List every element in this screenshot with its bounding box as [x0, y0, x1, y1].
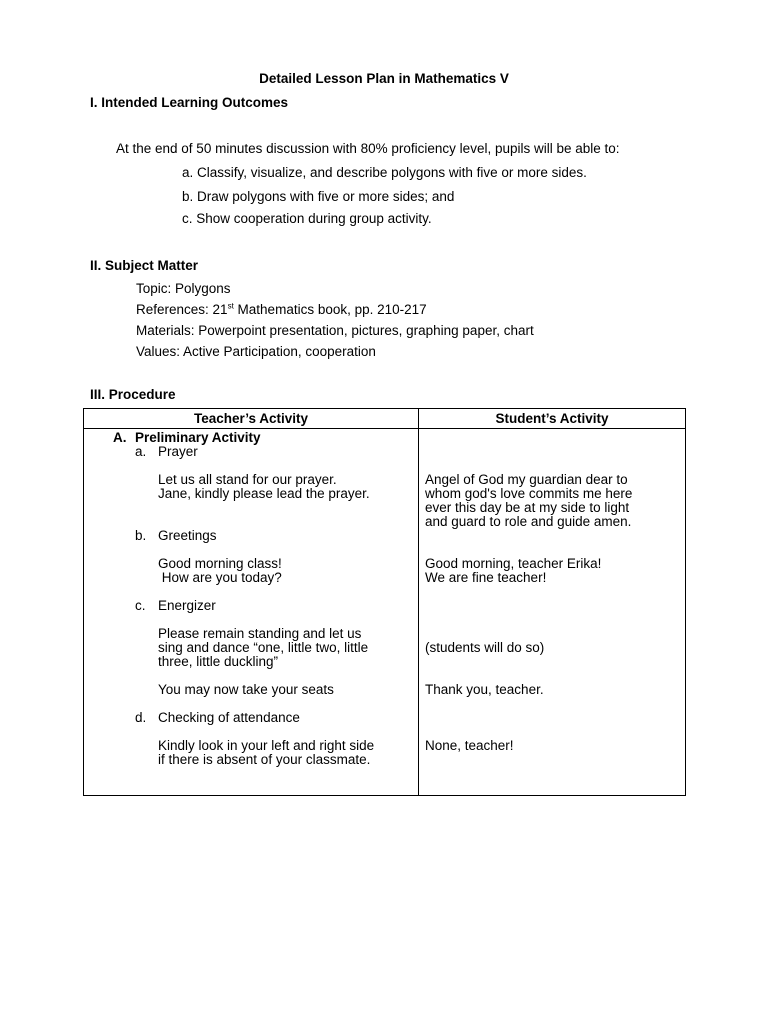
- energizer-teacher-line: Please remain standing and let us: [158, 626, 362, 641]
- attendance-marker: d.: [135, 710, 147, 725]
- references-prefix: References: 21: [136, 302, 228, 317]
- prayer-marker: a.: [135, 444, 147, 459]
- prayer-student-line: Angel of God my guardian dear to: [425, 472, 628, 487]
- subject-values: Values: Active Participation, cooperation: [136, 344, 376, 359]
- seats-teacher-line: You may now take your seats: [158, 682, 334, 697]
- greetings-student-line: Good morning, teacher Erika!: [425, 556, 602, 571]
- section-heading-subject-matter: II. Subject Matter: [90, 258, 199, 273]
- references-suffix: Mathematics book, pp. 210-217: [233, 302, 427, 317]
- greetings-teacher-line: How are you today?: [158, 570, 282, 585]
- greetings-marker: b.: [135, 528, 147, 543]
- energizer-label: Energizer: [158, 598, 216, 613]
- attendance-label: Checking of attendance: [158, 710, 300, 725]
- prayer-teacher-line: Let us all stand for our prayer.: [158, 472, 337, 487]
- greetings-teacher-line: Good morning class!: [158, 556, 282, 571]
- objective-c: c. Show cooperation during group activity.: [182, 211, 432, 226]
- attendance-teacher-line: Kindly look in your left and right side: [158, 738, 375, 753]
- prayer-student-line: whom god's love commits me here: [425, 486, 633, 501]
- prayer-label: Prayer: [158, 444, 198, 459]
- energizer-student-line: (students will do so): [425, 640, 545, 655]
- references-superscript: st: [227, 301, 234, 311]
- student-activity-header: Student’s Activity: [419, 409, 686, 429]
- student-activity-cell: [419, 429, 686, 796]
- attendance-student-line: None, teacher!: [425, 738, 514, 753]
- greetings-label: Greetings: [158, 528, 217, 543]
- energizer-teacher-line: sing and dance “one, little two, little: [158, 640, 369, 655]
- procedure-header-row: [84, 409, 686, 429]
- subject-materials: Materials: Powerpoint presentation, pictures, graphing paper, chart: [136, 323, 534, 338]
- procedure-table: [83, 408, 686, 796]
- energizer-marker: c.: [135, 598, 146, 613]
- energizer-teacher-line: three, little duckling”: [158, 654, 279, 669]
- prayer-student-line: and guard to role and guide amen.: [425, 514, 632, 529]
- prayer-teacher-line: Jane, kindly please lead the prayer.: [158, 486, 370, 501]
- section-heading-outcomes: I. Intended Learning Outcomes: [90, 95, 289, 110]
- teacher-activity-header: Teacher’s Activity: [84, 409, 419, 429]
- preliminary-marker: A.: [113, 430, 127, 445]
- subject-references: [136, 302, 427, 317]
- attendance-teacher-line: if there is absent of your classmate.: [158, 752, 371, 767]
- outcomes-intro: At the end of 50 minutes discussion with 80% proficiency level, pupils will be able to:: [116, 141, 620, 156]
- subject-topic: Topic: Polygons: [136, 281, 231, 296]
- document-title: Detailed Lesson Plan in Mathematics V: [259, 71, 509, 86]
- teacher-activity-cell: [84, 429, 419, 796]
- section-heading-procedure: III. Procedure: [90, 387, 176, 402]
- greetings-student-line: We are fine teacher!: [425, 570, 547, 585]
- objective-a: a. Classify, visualize, and describe polygons with five or more sides.: [182, 165, 587, 180]
- procedure-body-row: [84, 429, 686, 796]
- objective-b: b. Draw polygons with five or more sides; and: [182, 189, 455, 204]
- preliminary-label: Preliminary Activity: [135, 430, 261, 445]
- seats-student-line: Thank you, teacher.: [425, 682, 544, 697]
- prayer-student-line: ever this day be at my side to light: [425, 500, 630, 515]
